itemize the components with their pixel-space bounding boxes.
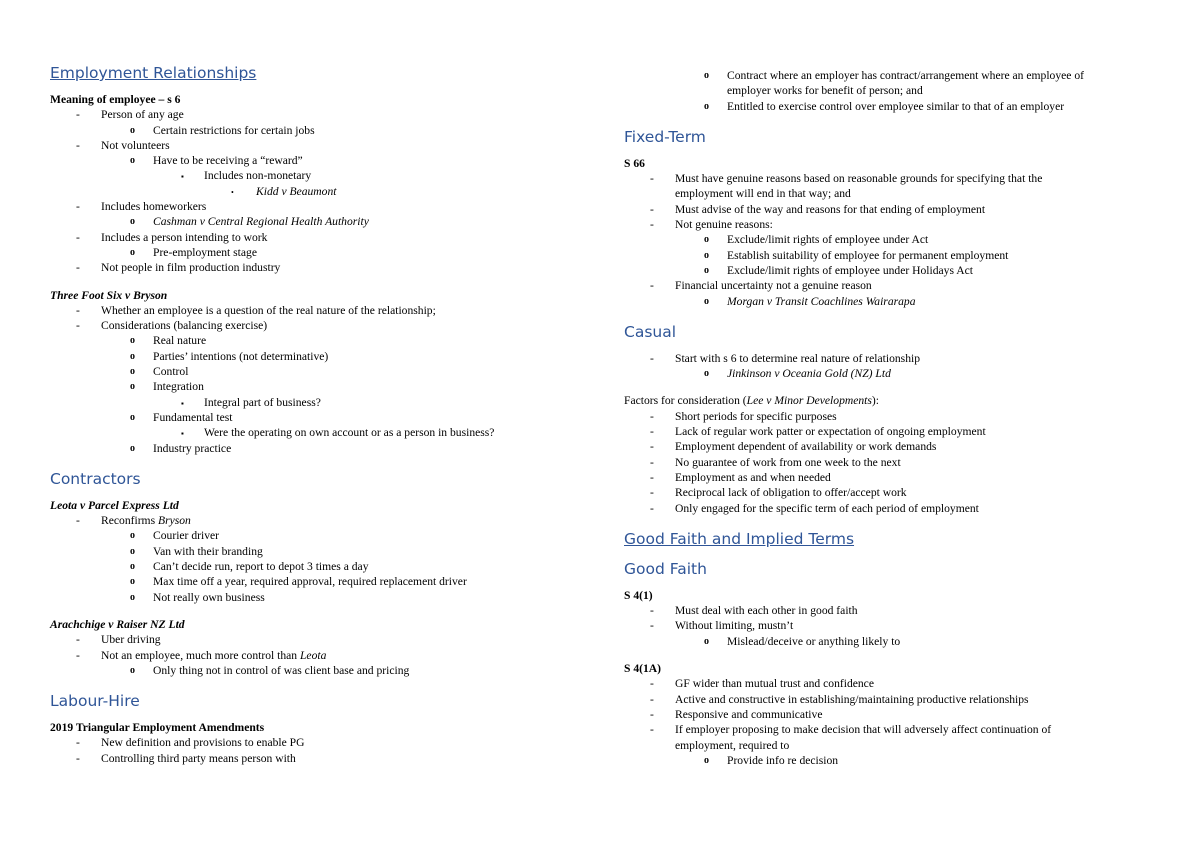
list-item	[50, 528, 610, 543]
item-text: Courier driver	[153, 529, 219, 543]
list-item	[50, 590, 610, 605]
item-text: Employment dependent of availability or work demands	[675, 440, 937, 454]
item-text: Without limiting, mustn’t	[675, 619, 794, 633]
item-text: Fundamental test	[153, 410, 233, 424]
item-text: Pre-employment stage	[153, 245, 257, 259]
list-item	[50, 184, 610, 199]
list-item	[50, 735, 610, 750]
list-item	[50, 153, 610, 168]
list-item	[50, 441, 610, 456]
list-item	[50, 632, 610, 647]
item-text: Uber driving	[101, 633, 161, 647]
item-text: Controlling third party means person with	[101, 751, 296, 765]
heading-s4-1a: S 4(1A)	[624, 662, 662, 676]
item-text: Financial uncertainty not a genuine reason	[675, 279, 872, 293]
list-item	[50, 364, 610, 379]
case-name: Morgan v Transit Coachlines Wairarapa	[727, 294, 916, 308]
item-text: Contract where an employer has contract/arrangement where an employee of employer works for benefit of person; and	[727, 69, 1084, 98]
list-item	[50, 260, 610, 275]
dash-bullet: -	[650, 470, 654, 484]
item-text: Considerations (balancing exercise)	[101, 319, 268, 333]
circle-bullet: o	[130, 530, 135, 542]
dash-bullet: -	[76, 319, 80, 333]
item-text: Not people in film production industry	[101, 261, 281, 275]
item-text: Provide info re decision	[727, 753, 839, 767]
list-item	[50, 214, 610, 229]
dot-bullet: •	[231, 187, 234, 197]
list-item	[50, 425, 610, 440]
item-text: Real nature	[153, 334, 207, 348]
dash-bullet: -	[76, 138, 80, 152]
heading-s66: S 66	[624, 156, 645, 170]
item-text: Establish suitability of employee for permanent employment	[727, 248, 1009, 262]
list-item	[624, 676, 1164, 691]
list-item	[50, 138, 610, 153]
item-text: Not an employee, much more control than	[101, 648, 300, 662]
item-text: Responsive and communicative	[675, 707, 823, 721]
case-name: Leota	[299, 648, 327, 662]
list-item	[624, 618, 1164, 633]
dash-bullet: -	[650, 604, 654, 618]
list-item	[624, 351, 1164, 366]
item-text: New definition and provisions to enable PG	[101, 736, 305, 750]
list-item	[624, 202, 1164, 217]
dash-bullet: -	[650, 218, 654, 232]
heading-labour-hire: Labour-Hire	[50, 692, 140, 711]
circle-bullet: o	[130, 366, 135, 378]
list-item	[624, 455, 1164, 470]
list-item	[624, 217, 1164, 232]
item-text: If employer proposing to make decision that will adversely affect continuation of employment, required to	[675, 723, 1052, 752]
circle-bullet: o	[130, 216, 135, 228]
square-bullet: ▪	[181, 429, 184, 439]
heading-three-foot-six: Three Foot Six v Bryson	[50, 288, 168, 302]
list-item	[624, 470, 1164, 485]
item-text: Lack of regular work patter or expectation of ongoing employment	[675, 425, 986, 439]
item-text: Factors for consideration (	[624, 394, 747, 408]
circle-bullet: o	[130, 442, 135, 454]
item-text: Start with s 6 to determine real nature of relationship	[675, 351, 921, 365]
heading-contractors: Contractors	[50, 469, 141, 488]
list-item	[50, 349, 610, 364]
item-text: Exclude/limit rights of employee under Act	[727, 233, 929, 247]
circle-bullet: o	[704, 70, 709, 81]
item-text: Reconfirms	[101, 514, 158, 528]
item-text: Industry practice	[153, 441, 232, 455]
circle-bullet: o	[130, 591, 135, 603]
dash-bullet: -	[650, 409, 654, 423]
dash-bullet: -	[76, 514, 80, 528]
circle-bullet: o	[704, 754, 709, 766]
circle-bullet: o	[704, 264, 709, 276]
dash-bullet: -	[650, 677, 654, 691]
list-item	[50, 107, 610, 122]
factors-line	[624, 393, 1164, 408]
list-item	[50, 574, 610, 589]
item-text: Mislead/deceive or anything likely to	[727, 634, 901, 648]
list-item	[50, 379, 610, 394]
item-text: Entitled to exercise control over employee similar to that of an employer	[727, 99, 1065, 113]
item-text: Includes a person intending to work	[101, 230, 268, 244]
list-item	[50, 410, 610, 425]
item-text: Reciprocal lack of obligation to offer/accept work	[675, 486, 907, 500]
dash-bullet: -	[76, 200, 80, 214]
item-text: Not really own business	[153, 590, 265, 604]
heading-good-faith-implied-terms: Good Faith and Implied Terms	[624, 529, 855, 548]
item-text: No guarantee of work from one week to the next	[675, 455, 901, 469]
item-text: Van with their branding	[153, 544, 263, 558]
list-item	[624, 722, 1100, 753]
item-text: Not genuine reasons:	[675, 218, 773, 232]
dash-bullet: -	[76, 230, 80, 244]
dash-bullet: -	[650, 351, 654, 365]
list-item	[50, 318, 610, 333]
circle-bullet: o	[130, 155, 135, 167]
square-bullet: ▪	[181, 398, 184, 408]
item-text: Active and constructive in establishing/maintaining productive relationships	[675, 692, 1029, 706]
dash-bullet: -	[650, 440, 654, 454]
list-item	[624, 424, 1164, 439]
list-item	[624, 501, 1164, 516]
list-item	[50, 245, 610, 260]
right-column	[624, 68, 1164, 768]
circle-bullet: o	[130, 545, 135, 557]
list-item	[624, 68, 1127, 99]
list-item	[624, 409, 1164, 424]
list-item	[624, 753, 1164, 768]
item-text: Parties’ intentions (not determinative)	[153, 349, 329, 363]
list-item	[50, 559, 610, 574]
item-text: GF wider than mutual trust and confidence	[675, 677, 874, 691]
circle-bullet: o	[704, 635, 709, 647]
list-item	[50, 199, 610, 214]
list-item	[50, 123, 610, 138]
heading-arachchige: Arachchige v Raiser NZ Ltd	[50, 617, 185, 631]
item-text: Must have genuine reasons based on reasonable grounds for specifying that the employment will end in that way; and	[675, 172, 1043, 201]
item-text: Control	[153, 365, 189, 379]
item-text: Whether an employee is a question of the real nature of the relationship;	[101, 303, 436, 317]
list-item	[50, 513, 610, 528]
heading-meaning-of-employee: Meaning of employee – s 6	[50, 93, 181, 106]
item-text: Integral part of business?	[204, 395, 321, 409]
circle-bullet: o	[704, 249, 709, 261]
square-bullet: ▪	[181, 172, 184, 182]
item-text: Person of any age	[101, 108, 184, 122]
case-name: Kidd v Beaumont	[256, 184, 337, 198]
dash-bullet: -	[76, 751, 80, 765]
circle-bullet: o	[130, 350, 135, 362]
list-item	[50, 230, 610, 245]
case-name: Jinkinson v Oceania Gold (NZ) Ltd	[727, 367, 891, 381]
dash-bullet: -	[650, 172, 654, 186]
list-item	[50, 751, 610, 766]
list-item	[624, 603, 1164, 618]
heading-employment-relationships: Employment Relationships	[50, 64, 257, 82]
item-text: Must deal with each other in good faith	[675, 604, 858, 618]
item-text: Includes non-monetary	[204, 169, 312, 183]
item-text: Integration	[153, 380, 204, 394]
dash-bullet: -	[76, 633, 80, 647]
heading-triangular-amendments: 2019 Triangular Employment Amendments	[50, 721, 265, 735]
list-item	[624, 439, 1164, 454]
circle-bullet: o	[130, 664, 135, 676]
item-text: Max time off a year, required approval, required replacement driver	[153, 575, 467, 589]
item-text: Only engaged for the specific term of each period of employment	[675, 501, 979, 515]
dash-bullet: -	[76, 648, 80, 662]
list-item	[624, 634, 1164, 649]
list-item	[624, 171, 1095, 202]
list-item	[50, 303, 610, 318]
dash-bullet: -	[650, 723, 654, 737]
item-text: Have to be receiving a “reward”	[153, 154, 303, 168]
list-item	[50, 333, 610, 348]
dash-bullet: -	[76, 261, 80, 275]
list-item	[50, 648, 610, 663]
dash-bullet: -	[76, 303, 80, 317]
dash-bullet: -	[76, 108, 80, 122]
circle-bullet: o	[704, 295, 709, 307]
heading-good-faith: Good Faith	[624, 559, 707, 578]
dash-bullet: -	[650, 425, 654, 439]
dash-bullet: -	[650, 279, 654, 293]
circle-bullet: o	[704, 234, 709, 246]
item-text: Were the operating on own account or as a person in business?	[204, 426, 495, 440]
list-item	[624, 232, 1164, 247]
circle-bullet: o	[704, 100, 709, 112]
item-text: Short periods for specific purposes	[675, 409, 837, 423]
case-name: Cashman v Central Regional Health Authority	[153, 215, 369, 229]
dash-bullet: -	[650, 202, 654, 216]
dash-bullet: -	[650, 486, 654, 500]
item-text: Exclude/limit rights of employee under Holidays Act	[727, 263, 973, 277]
left-column	[50, 62, 610, 766]
circle-bullet: o	[704, 368, 709, 380]
dash-bullet: -	[650, 707, 654, 721]
dash-bullet: -	[76, 736, 80, 750]
list-item	[624, 692, 1164, 707]
circle-bullet: o	[130, 576, 135, 588]
item-text: Must advise of the way and reasons for that ending of employment	[675, 202, 986, 216]
item-text: Not volunteers	[101, 138, 170, 152]
list-item	[50, 168, 610, 183]
circle-bullet: o	[130, 561, 135, 573]
dash-bullet: -	[650, 692, 654, 706]
dash-bullet: -	[650, 501, 654, 515]
item-text: Employment as and when needed	[675, 470, 831, 484]
list-item	[624, 294, 1164, 309]
list-item	[50, 663, 610, 678]
list-item	[624, 485, 1164, 500]
case-name: Lee v Minor Developments	[746, 394, 872, 408]
dash-bullet: -	[650, 619, 654, 633]
heading-s4-1: S 4(1)	[624, 588, 653, 602]
circle-bullet: o	[130, 411, 135, 423]
list-item	[624, 278, 1164, 293]
list-item	[50, 395, 610, 410]
item-text: Includes homeworkers	[101, 200, 207, 214]
item-text: Can’t decide run, report to depot 3 times a day	[153, 560, 369, 574]
circle-bullet: o	[130, 335, 135, 347]
list-item	[624, 707, 1164, 722]
list-item	[624, 263, 1164, 278]
list-item	[624, 99, 1164, 114]
circle-bullet: o	[130, 246, 135, 258]
circle-bullet: o	[130, 381, 135, 393]
heading-fixed-term: Fixed-Term	[624, 127, 706, 146]
item-text: ):	[871, 394, 880, 408]
case-name: Bryson	[158, 514, 191, 528]
dash-bullet: -	[650, 455, 654, 469]
circle-bullet: o	[130, 124, 135, 136]
item-text: Only thing not in control of was client base and pricing	[153, 663, 410, 677]
heading-casual: Casual	[624, 322, 677, 341]
heading-leota: Leota v Parcel Express Ltd	[50, 498, 179, 512]
list-item	[624, 366, 1164, 381]
item-text: Certain restrictions for certain jobs	[153, 123, 315, 137]
list-item	[50, 544, 610, 559]
list-item	[624, 248, 1164, 263]
